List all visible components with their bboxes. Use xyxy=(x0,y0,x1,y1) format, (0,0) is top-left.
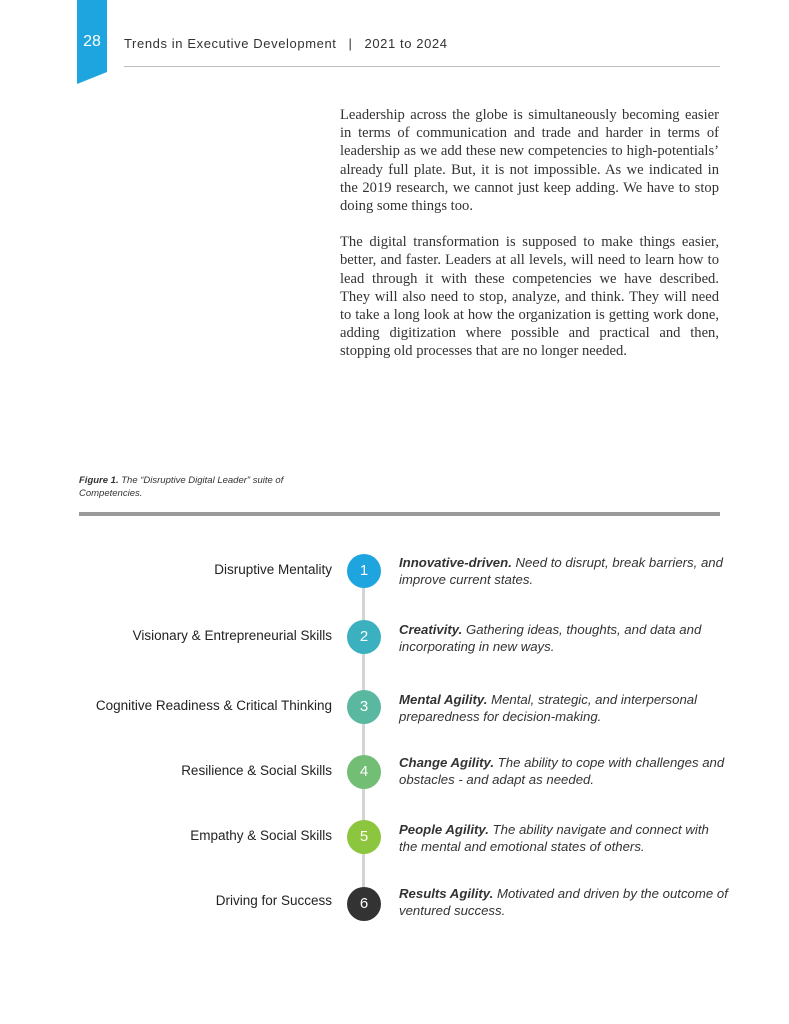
body-text xyxy=(340,106,719,379)
paragraph: Leadership across the globe is simultaneously becoming easier in terms of communication and trade and harder in terms of leadership as we add these new competencies to high-potentials’ already full plate. But, it is not impossible. As we indicated in the 2019 research, we cannot just keep adding. We have to stop doing some things too. xyxy=(340,107,719,215)
competency-term: Mental Agility. xyxy=(399,692,488,707)
competency-description: Mental Agility. Mental, strategic, and interpersonal preparedness for decision-making. xyxy=(399,692,698,724)
figure-caption-label: Figure 1. xyxy=(79,475,119,486)
competency-description: Results Agility. Motivated and driven by the outcome of ventured success. xyxy=(399,886,728,918)
competency-description: People Agility. The ability navigate and connect with the mental and emotional states of others. xyxy=(399,822,709,854)
page-number: 28 xyxy=(83,33,101,50)
competency-term: Creativity. xyxy=(399,622,463,637)
competency-term: Results Agility. xyxy=(399,886,494,901)
step-number-badge: 6 xyxy=(347,887,381,921)
step-number-badge: 1 xyxy=(347,554,381,588)
competency-name: Resilience & Social Skills xyxy=(181,763,332,778)
competency-term: Change Agility. xyxy=(399,755,495,770)
competency-term: People Agility. xyxy=(399,822,489,837)
competency-term: Innovative-driven. xyxy=(399,555,512,570)
publication-years: 2021 to 2024 xyxy=(364,36,448,51)
competency-description: Change Agility. The ability to cope with challenges and obstacles - and adapt as needed. xyxy=(399,755,725,787)
running-header xyxy=(124,36,448,51)
header-rule xyxy=(124,66,720,67)
step-number-badge: 3 xyxy=(347,690,381,724)
competency-description: Innovative-driven. Need to disrupt, break barriers, and improve current states. xyxy=(399,555,723,587)
publication-title: Trends in Executive Development xyxy=(124,36,337,51)
competency-name: Driving for Success xyxy=(215,893,332,908)
step-number-badge: 2 xyxy=(347,620,381,654)
competency-name: Cognitive Readiness & Critical Thinking xyxy=(95,698,332,713)
figure-rule xyxy=(79,512,720,516)
competency-description: Creativity. Gathering ideas, thoughts, and data and incorporating in new ways. xyxy=(399,622,702,654)
header-separator: | xyxy=(348,36,353,51)
step-number-badge: 4 xyxy=(347,755,381,789)
figure-caption xyxy=(79,475,299,500)
competency-name: Empathy & Social Skills xyxy=(190,828,332,843)
step-number-badge: 5 xyxy=(347,820,381,854)
paragraph: The digital transformation is supposed to make things easier, better, and faster. Leaders at all levels, will need to learn how to lead through it with these competencies we have described. They will also need to stop, analyze, and think. They will need to take a long look at how the organization is getting work done, adding digitization where possible and practical and then, stopping old processes that are no longer needed. xyxy=(340,234,719,360)
figure-caption-text: The “Disruptive Digital Leader” suite of Competencies. xyxy=(79,475,284,499)
competency-name: Visionary & Entrepreneurial Skills xyxy=(132,628,332,643)
competency-name: Disruptive Mentality xyxy=(214,562,332,577)
